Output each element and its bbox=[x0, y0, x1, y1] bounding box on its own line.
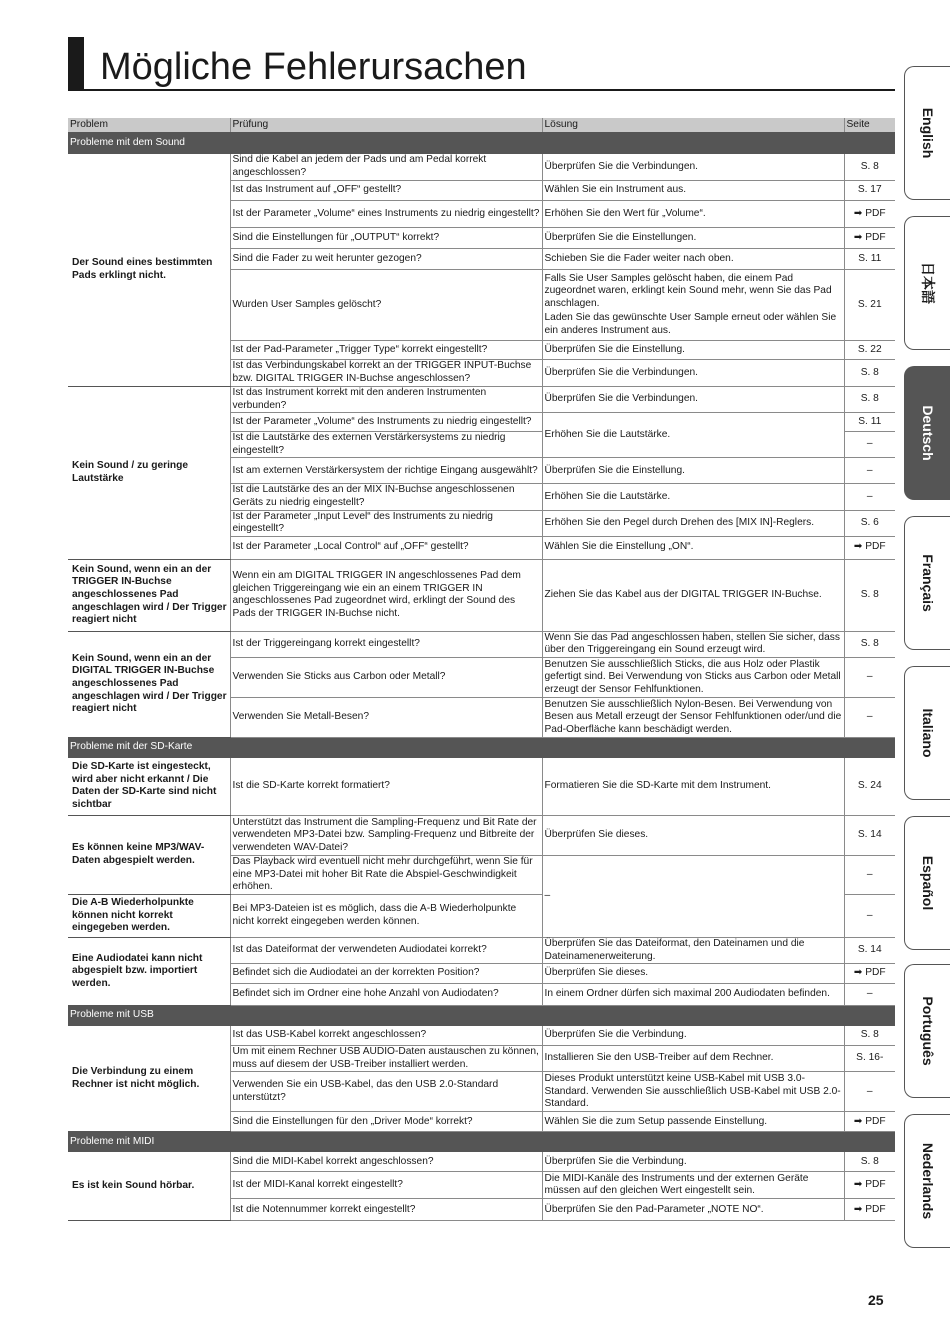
check-cell: Das Playback wird eventuell nicht mehr durchgeführt, wenn Sie für eine MP3-Datei mit hoher Bit Rate die Abspiel-Geschwindigkeit erhöhen. bbox=[230, 855, 542, 894]
page-cell: – bbox=[844, 1072, 895, 1112]
table-row bbox=[68, 1152, 895, 1172]
solution-cell bbox=[542, 270, 844, 341]
header-page: Seite bbox=[844, 118, 895, 133]
tab-english[interactable] bbox=[904, 66, 950, 200]
check-cell: Ist die Notennummer korrekt eingestellt? bbox=[230, 1199, 542, 1221]
check-cell: Sind die Einstellungen für den „Driver Mode“ korrekt? bbox=[230, 1112, 542, 1132]
page-cell: S. 11 bbox=[844, 413, 895, 432]
page-cell: S. 17 bbox=[844, 181, 895, 201]
check-cell: Ist das Dateiformat der verwendeten Audiodatei korrekt? bbox=[230, 937, 542, 963]
check-cell: Ist der Parameter „Local Control“ auf „OFF“ gestellt? bbox=[230, 536, 542, 559]
check-cell: Ist die SD-Karte korrekt formatiert? bbox=[230, 757, 542, 815]
page-cell: S. 8 bbox=[844, 631, 895, 657]
tab-nederlands[interactable] bbox=[904, 1114, 950, 1248]
tab-japanese[interactable] bbox=[904, 216, 950, 350]
check-cell: Wurden User Samples gelöscht? bbox=[230, 270, 542, 341]
solution-cell: Formatieren Sie die SD-Karte mit dem Instrument. bbox=[542, 757, 844, 815]
page-cell: – bbox=[844, 894, 895, 937]
check-cell: Befindet sich im Ordner eine hohe Anzahl von Audiodaten? bbox=[230, 984, 542, 1006]
solution-cell: Überprüfen Sie dieses. bbox=[542, 964, 844, 984]
page-cell: – bbox=[844, 855, 895, 894]
check-cell: Ist der Triggereingang korrekt eingestellt? bbox=[230, 631, 542, 657]
solution-cell: Die MIDI-Kanäle des Instruments und der externen Geräte müssen auf den gleichen Wert eingestellt sein. bbox=[542, 1172, 844, 1199]
check-cell: Sind die MIDI-Kabel korrekt angeschlossen? bbox=[230, 1152, 542, 1172]
table-row bbox=[68, 757, 895, 815]
section-title: Probleme mit dem Sound bbox=[68, 133, 844, 154]
solution-cell: Benutzen Sie ausschließlich Sticks, die aus Holz oder Plastik gefertigt sind. Bei Verwendung von Sticks aus Carbon oder Metall erzeugt der Sensor Fehlfunktionen. bbox=[542, 657, 844, 697]
solution-cell: Überprüfen Sie die Verbindungen. bbox=[542, 387, 844, 413]
problem-cell: Die SD-Karte ist eingesteckt, wird aber nicht erkannt / Die Daten der SD-Karte sind nicht sichtbar bbox=[68, 757, 230, 815]
check-cell: Verwenden Sie Sticks aus Carbon oder Metall? bbox=[230, 657, 542, 697]
check-cell: Ist am externen Verstärkersystem der richtige Eingang ausgewählt? bbox=[230, 458, 542, 484]
solution-cell: Benutzen Sie ausschließlich Nylon-Besen. Bei Verwendung von Besen aus Metall erzeugt der Sensor Fehlfunktionen oder/und die Pad-Oberfläche kann beschädigt werden. bbox=[542, 697, 844, 737]
header-check: Prüfung bbox=[230, 118, 542, 133]
problem-cell: Kein Sound / zu geringe Lautstärke bbox=[68, 387, 230, 560]
solution-cell: Schieben Sie die Fader weiter nach oben. bbox=[542, 249, 844, 270]
solution-cell: Überprüfen Sie dieses. bbox=[542, 815, 844, 855]
page-cell: S. 8 bbox=[844, 1026, 895, 1046]
section-row-sound bbox=[68, 133, 895, 154]
check-cell: Um mit einem Rechner USB AUDIO-Daten austauschen zu können, muss auf diesem der USB-Treiber installiert werden. bbox=[230, 1046, 542, 1072]
solution-cell: Überprüfen Sie die Einstellungen. bbox=[542, 228, 844, 249]
check-cell: Verwenden Sie Metall-Besen? bbox=[230, 697, 542, 737]
solution-cell: Erhöhen Sie den Pegel durch Drehen des [MIX IN]-Reglers. bbox=[542, 510, 844, 536]
solution-cell: Überprüfen Sie den Pad-Parameter „NOTE NO“. bbox=[542, 1199, 844, 1221]
solution-cell: Überprüfen Sie die Einstellung. bbox=[542, 341, 844, 360]
solution-cell: Erhöhen Sie die Lautstärke. bbox=[542, 413, 844, 458]
check-cell: Ist der Parameter „Volume“ des Instruments zu niedrig eingestellt? bbox=[230, 413, 542, 432]
page-title: Mögliche Fehlerursachen bbox=[100, 46, 527, 88]
tab-label: 日本語 bbox=[919, 262, 936, 304]
check-cell: Bei MP3-Dateien ist es möglich, dass die A-B Wiederholpunkte nicht korrekt eingegeben werden können. bbox=[230, 894, 542, 937]
table-row bbox=[68, 937, 895, 963]
page-cell: ➡ PDF bbox=[844, 964, 895, 984]
check-cell: Ist das Verbindungskabel korrekt an der TRIGGER INPUT-Buchse bzw. DIGITAL TRIGGER IN-Buchse angeschlossen? bbox=[230, 360, 542, 387]
solution-cell: Überprüfen Sie die Verbindung. bbox=[542, 1152, 844, 1172]
tab-italiano[interactable] bbox=[904, 666, 950, 800]
page-cell: – bbox=[844, 458, 895, 484]
page-cell: S. 8 bbox=[844, 1152, 895, 1172]
table-row bbox=[68, 387, 895, 413]
page-cell: S. 24 bbox=[844, 757, 895, 815]
page-cell: S. 21 bbox=[844, 270, 895, 341]
check-cell: Ist der Pad-Parameter „Trigger Type“ korrekt eingestellt? bbox=[230, 341, 542, 360]
solution-cell: – bbox=[542, 855, 844, 937]
solution-cell: Überprüfen Sie die Verbindung. bbox=[542, 1026, 844, 1046]
check-cell: Sind die Kabel an jedem der Pads und am Pedal korrekt angeschlossen? bbox=[230, 154, 542, 181]
title-rule bbox=[68, 89, 895, 91]
solution-cell: Wählen Sie die zum Setup passende Einstellung. bbox=[542, 1112, 844, 1132]
page-cell: – bbox=[844, 484, 895, 510]
check-cell: Ist der Parameter „Input Level“ des Instruments zu niedrig eingestellt? bbox=[230, 510, 542, 536]
problem-cell: Der Sound eines bestimmten Pads erklingt nicht. bbox=[68, 154, 230, 387]
page-cell: ➡ PDF bbox=[844, 1112, 895, 1132]
tab-portugues[interactable] bbox=[904, 964, 950, 1098]
check-cell: Unterstützt das Instrument die Sampling-Frequenz und Bit Rate der verwendeten MP3-Datei bzw. Sampling-Frequenz und Bitbreite der verwendeten WAV-Datei? bbox=[230, 815, 542, 855]
header-solution: Lösung bbox=[542, 118, 844, 133]
problem-cell: Es ist kein Sound hörbar. bbox=[68, 1152, 230, 1221]
tab-label: Português bbox=[919, 996, 936, 1066]
check-cell: Befindet sich die Audiodatei an der korrekten Position? bbox=[230, 964, 542, 984]
tab-label: Italiano bbox=[919, 708, 936, 758]
header-problem: Problem bbox=[68, 118, 230, 133]
check-cell: Ist das USB-Kabel korrekt angeschlossen? bbox=[230, 1026, 542, 1046]
solution-cell: Wählen Sie die Einstellung „ON“. bbox=[542, 536, 844, 559]
table-row bbox=[68, 154, 895, 181]
check-cell: Ist der MIDI-Kanal korrekt eingestellt? bbox=[230, 1172, 542, 1199]
section-title: Probleme mit der SD-Karte bbox=[68, 737, 844, 757]
check-cell: Ist die Lautstärke des an der MIX IN-Buchse angeschlossenen Geräts zu niedrig eingestellt? bbox=[230, 484, 542, 510]
page-cell: – bbox=[844, 432, 895, 458]
section-row-usb bbox=[68, 1006, 895, 1026]
problem-cell: Kein Sound, wenn ein an der TRIGGER IN-Buchse angeschlossenes Pad angeschlagen wird / Der Trigger reagiert nicht bbox=[68, 559, 230, 631]
section-title: Probleme mit USB bbox=[68, 1006, 844, 1026]
page-cell: ➡ PDF bbox=[844, 536, 895, 559]
table-row bbox=[68, 631, 895, 657]
tab-francais[interactable] bbox=[904, 516, 950, 650]
table-row bbox=[68, 559, 895, 631]
check-cell: Ist die Lautstärke des externen Verstärkersystems zu niedrig eingestellt? bbox=[230, 432, 542, 458]
tab-label: Español bbox=[919, 855, 936, 911]
tab-label: Nederlands bbox=[919, 1142, 936, 1220]
page-cell: S. 16- bbox=[844, 1046, 895, 1072]
check-cell: Sind die Einstellungen für „OUTPUT“ korrekt? bbox=[230, 228, 542, 249]
table-row bbox=[68, 815, 895, 855]
tab-label: Deutsch bbox=[919, 405, 936, 461]
page-cell: S. 14 bbox=[844, 815, 895, 855]
page-cell: S. 14 bbox=[844, 937, 895, 963]
solution-paragraph: Falls Sie User Samples gelöscht haben, die einem Pad zugeordnet waren, erklingt kein Sound mehr, wenn Sie das Pad anschlagen. bbox=[544, 272, 832, 309]
title-accent-bar bbox=[68, 37, 84, 89]
solution-cell: Dieses Produkt unterstützt keine USB-Kabel mit USB 3.0-Standard. Verwenden Sie ausschließlich USB-Kabel mit USB 2.0-Standard. bbox=[542, 1072, 844, 1112]
page-cell: S. 8 bbox=[844, 387, 895, 413]
solution-cell: Installieren Sie den USB-Treiber auf dem Rechner. bbox=[542, 1046, 844, 1072]
page-cell: – bbox=[844, 697, 895, 737]
solution-cell: Wenn Sie das Pad angeschlossen haben, stellen Sie sicher, dass über den Triggereingang ein Sound erzeugt wird. bbox=[542, 631, 844, 657]
tab-label: Français bbox=[919, 554, 936, 612]
page-cell: ➡ PDF bbox=[844, 228, 895, 249]
page-cell: S. 6 bbox=[844, 510, 895, 536]
problem-cell: Eine Audiodatei kann nicht abgespielt bzw. importiert werden. bbox=[68, 937, 230, 1005]
section-row-midi bbox=[68, 1132, 895, 1152]
solution-cell: In einem Ordner dürfen sich maximal 200 Audiodaten befinden. bbox=[542, 984, 844, 1006]
problem-cell: Es können keine MP3/WAV-Daten abgespielt werden. bbox=[68, 815, 230, 894]
tab-deutsch[interactable] bbox=[904, 366, 950, 500]
page-cell: S. 22 bbox=[844, 341, 895, 360]
solution-cell: Überprüfen Sie die Verbindungen. bbox=[542, 360, 844, 387]
page-cell: – bbox=[844, 657, 895, 697]
page-cell: ➡ PDF bbox=[844, 1199, 895, 1221]
tab-label: English bbox=[919, 107, 936, 159]
solution-paragraph: Laden Sie das gewünschte User Sample erneut oder wählen Sie ein anderes Instrument aus. bbox=[544, 312, 837, 336]
page-cell: – bbox=[844, 984, 895, 1006]
solution-cell: Erhöhen Sie die Lautstärke. bbox=[542, 484, 844, 510]
tab-espanol[interactable] bbox=[904, 816, 950, 950]
table-header-row bbox=[68, 118, 895, 133]
check-cell: Ist der Parameter „Volume“ eines Instruments zu niedrig eingestellt? bbox=[230, 201, 542, 228]
solution-cell: Überprüfen Sie das Dateiformat, den Dateinamen und die Dateinamenerweiterung. bbox=[542, 937, 844, 963]
problem-cell: Kein Sound, wenn ein an der DIGITAL TRIGGER IN-Buchse angeschlossenes Pad angeschlagen wird / Der Trigger reagiert nicht bbox=[68, 631, 230, 737]
problem-cell: Die A-B Wiederholpunkte können nicht korrekt eingegeben werden. bbox=[68, 894, 230, 937]
page-number: 25 bbox=[868, 1292, 884, 1308]
check-cell: Verwenden Sie ein USB-Kabel, das den USB 2.0-Standard unterstützt? bbox=[230, 1072, 542, 1112]
check-cell: Wenn ein am DIGITAL TRIGGER IN angeschlossenes Pad dem gleichen Triggereingang wie ein an einem TRIGGER IN angeschlossenes Pad zugeordnet wird, erklingt der Sound des Pads der TRIGGER IN-Buchse nicht. bbox=[230, 559, 542, 631]
table-row bbox=[68, 1026, 895, 1046]
page-cell: S. 8 bbox=[844, 559, 895, 631]
solution-cell: Ziehen Sie das Kabel aus der DIGITAL TRIGGER IN-Buchse. bbox=[542, 559, 844, 631]
solution-cell: Erhöhen Sie den Wert für „Volume“. bbox=[542, 201, 844, 228]
page-cell: ➡ PDF bbox=[844, 1172, 895, 1199]
page-cell: S. 11 bbox=[844, 249, 895, 270]
page-cell: S. 8 bbox=[844, 360, 895, 387]
troubleshooting-table bbox=[68, 118, 895, 1221]
page-cell: S. 8 bbox=[844, 154, 895, 181]
problem-cell: Die Verbindung zu einem Rechner ist nicht möglich. bbox=[68, 1026, 230, 1132]
check-cell: Ist das Instrument auf „OFF“ gestellt? bbox=[230, 181, 542, 201]
section-title: Probleme mit MIDI bbox=[68, 1132, 844, 1152]
check-cell: Ist das Instrument korrekt mit den anderen Instrumenten verbunden? bbox=[230, 387, 542, 413]
solution-cell: Überprüfen Sie die Einstellung. bbox=[542, 458, 844, 484]
solution-cell: Wählen Sie ein Instrument aus. bbox=[542, 181, 844, 201]
section-row-sd bbox=[68, 737, 895, 757]
page-cell: ➡ PDF bbox=[844, 201, 895, 228]
solution-cell: Überprüfen Sie die Verbindungen. bbox=[542, 154, 844, 181]
check-cell: Sind die Fader zu weit herunter gezogen? bbox=[230, 249, 542, 270]
